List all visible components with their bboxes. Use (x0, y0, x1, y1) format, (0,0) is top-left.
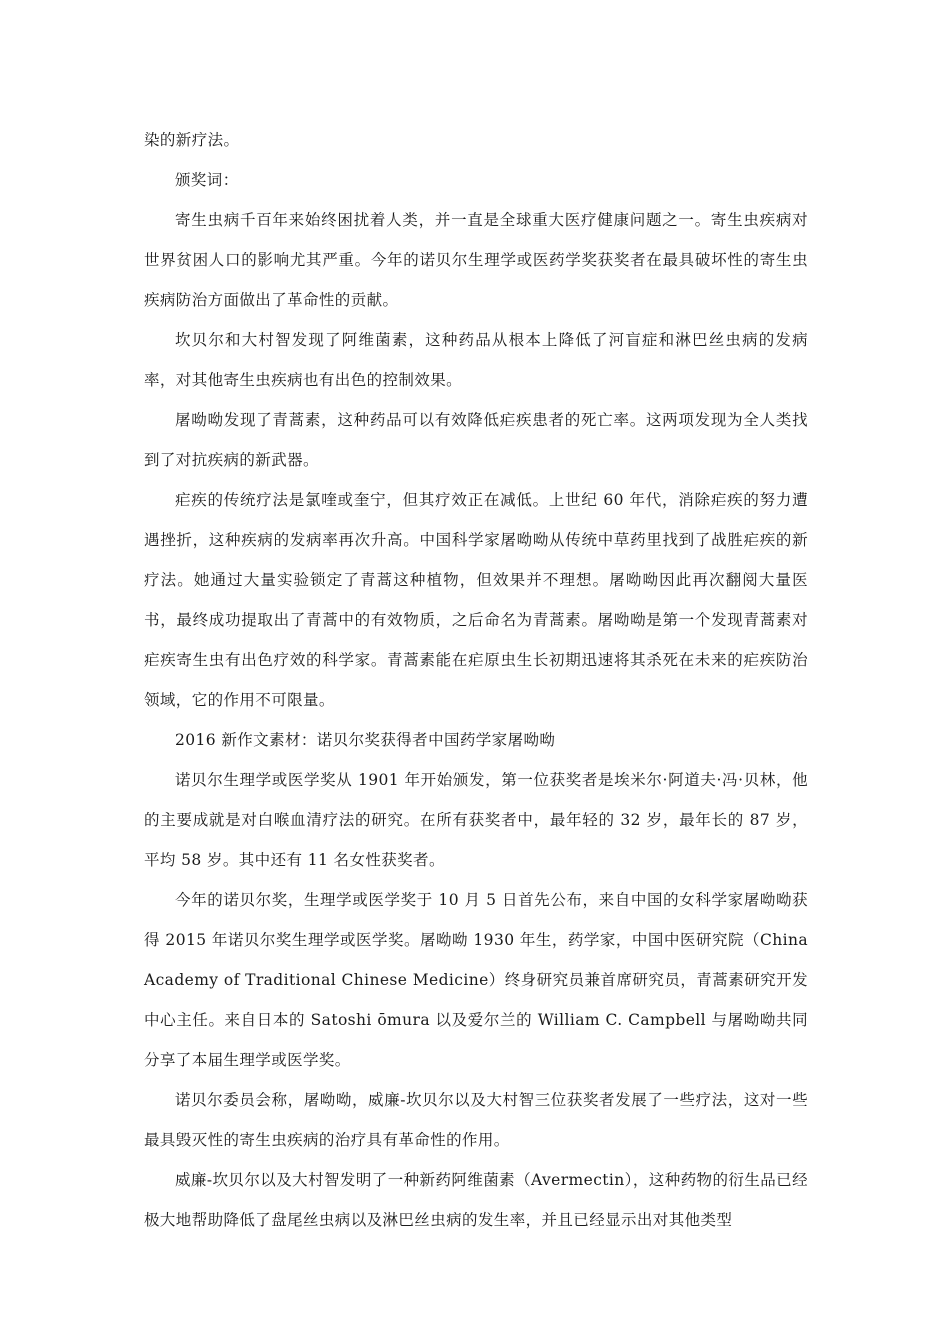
paragraph-tu-youyou-bio: 今年的诺贝尔奖，生理学或医学奖于 10 月 5 日首先公布，来自中国的女科学家屠呦呦获得 2015 年诺贝尔奖生理学或医学奖。屠呦呦 1930 年生，药学家，中国中医研究院（China Academy of Traditional Chinese Medicine）终身研究员兼首席研究员，青蒿素研究开发中心主任。来自日本的 Satoshi ōmura 以及爱尔兰的 William C. Campbell 与屠呦呦共同分享了本届生理学或医学奖。 (144, 891, 808, 1069)
paragraph-malaria-treatment: 疟疾的传统疗法是氯喹或奎宁，但其疗效正在减低。上世纪 60 年代，消除疟疾的努力遭遇挫折，这种疾病的发病率再次升高。中国科学家屠呦呦从传统中草药里找到了战胜疟疾的新疗法。她通过大量实验锁定了青蒿这种植物，但效果并不理想。屠呦呦因此再次翻阅大量医书，最终成功提取出了青蒿中的有效物质，之后命名为青蒿素。屠呦呦是第一个发现青蒿素对疟疾寄生虫有出色疗效的科学家。青蒿素能在疟原虫生长初期迅速将其杀死在未来的疟疾防治领域，它的作用不可限量。 (144, 491, 808, 709)
document-body (144, 120, 808, 1240)
paragraph-section-title: 2016 新作文素材：诺贝尔奖获得者中国药学家屠呦呦 (175, 731, 556, 749)
paragraph-committee-statement: 诺贝尔委员会称，屠呦呦，威廉-坎贝尔以及大村智三位获奖者发展了一些疗法，这对一些最具毁灭性的寄生虫疾病的治疗具有革命性的作用。 (144, 1091, 808, 1149)
paragraph-nobel-history: 诺贝尔生理学或医学奖从 1901 年开始颁发，第一位获奖者是埃米尔·阿道夫·冯·贝林，他的主要成就是对白喉血清疗法的研究。在所有获奖者中，最年轻的 32 岁，最年长的 87 岁，平均 58 岁。其中还有 11 名女性获奖者。 (144, 771, 808, 869)
paragraph-parasitic-disease: 寄生虫病千百年来始终困扰着人类，并一直是全球重大医疗健康问题之一。寄生虫疾病对世界贫困人口的影响尤其严重。今年的诺贝尔生理学或医药学奖获奖者在最具破坏性的寄生虫疾病防治方面做出了革命性的贡献。 (144, 211, 808, 309)
paragraph-artemisinin-discovery: 屠呦呦发现了青蒿素，这种药品可以有效降低疟疾患者的死亡率。这两项发现为全人类找到了对抗疾病的新武器。 (144, 411, 808, 469)
paragraph-award-citation-heading: 颁奖词： (175, 171, 239, 189)
paragraph-continuation: 染的新疗法。 (144, 131, 240, 149)
paragraph-avermectin-discovery: 坎贝尔和大村智发现了阿维菌素，这种药品从根本上降低了河盲症和淋巴丝虫病的发病率，对其他寄生虫疾病也有出色的控制效果。 (144, 331, 808, 389)
paragraph-avermectin-details: 威廉-坎贝尔以及大村智发明了一种新药阿维菌素（Avermectin），这种药物的衍生品已经极大地帮助降低了盘尾丝虫病以及淋巴丝虫病的发生率，并且已经显示出对其他类型 (144, 1171, 808, 1229)
